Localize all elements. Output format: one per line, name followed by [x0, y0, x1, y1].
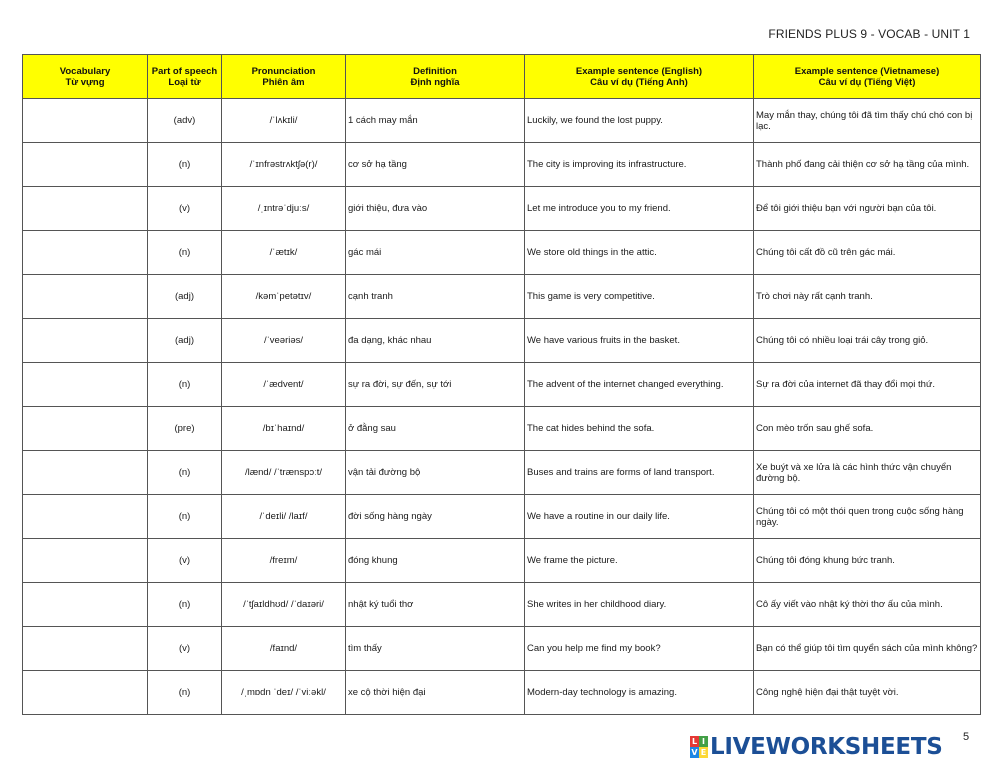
example-english-cell: The cat hides behind the sofa.: [525, 407, 754, 451]
example-vietnamese-cell: Để tôi giới thiệu bạn với người bạn của tôi.: [754, 187, 981, 231]
definition-cell: xe cộ thời hiện đại: [346, 671, 525, 715]
header-part-of-speech: Part of speech Loại từ: [148, 55, 222, 99]
example-vietnamese-cell: Trò chơi này rất cạnh tranh.: [754, 275, 981, 319]
table-row: [23, 539, 981, 583]
vocabulary-input-cell[interactable]: [23, 671, 148, 715]
example-vietnamese-cell: Chúng tôi đóng khung bức tranh.: [754, 539, 981, 583]
page-number: 5: [963, 731, 970, 743]
table-row: [23, 583, 981, 627]
vocabulary-input-cell[interactable]: [23, 143, 148, 187]
definition-cell: nhật ký tuổi thơ: [346, 583, 525, 627]
vocabulary-input-cell[interactable]: [23, 407, 148, 451]
header-pronunciation: Pronunciation Phiên âm: [222, 55, 346, 99]
vocabulary-table: [22, 54, 981, 715]
definition-cell: sự ra đời, sự đến, sự tới: [346, 363, 525, 407]
example-vietnamese-cell: May mắn thay, chúng tôi đã tìm thấy chú chó con bị lạc.: [754, 99, 981, 143]
vocabulary-input-cell[interactable]: [23, 319, 148, 363]
table-row: [23, 407, 981, 451]
vocabulary-input-cell[interactable]: [23, 231, 148, 275]
definition-cell: đời sống hàng ngày: [346, 495, 525, 539]
example-english-cell: The city is improving its infrastructure.: [525, 143, 754, 187]
table-row: [23, 451, 981, 495]
definition-cell: gác mái: [346, 231, 525, 275]
table-row: [23, 627, 981, 671]
part-of-speech-cell: (n): [148, 451, 222, 495]
table-row: [23, 143, 981, 187]
pronunciation-cell: /ˈædvent/: [222, 363, 346, 407]
liveworksheets-logo: [690, 733, 942, 761]
pronunciation-cell: /bɪˈhaɪnd/: [222, 407, 346, 451]
header-example-english: Example sentence (English) Câu ví dụ (Tiếng Anh): [525, 55, 754, 99]
pronunciation-cell: /freɪm/: [222, 539, 346, 583]
table-body: [23, 99, 981, 715]
definition-cell: 1 cách may mắn: [346, 99, 525, 143]
pronunciation-cell: /ˈætɪk/: [222, 231, 346, 275]
vocabulary-input-cell[interactable]: [23, 539, 148, 583]
table-row: [23, 99, 981, 143]
example-vietnamese-cell: Con mèo trốn sau ghế sofa.: [754, 407, 981, 451]
pronunciation-cell: /ˈveəriəs/: [222, 319, 346, 363]
definition-cell: cạnh tranh: [346, 275, 525, 319]
example-vietnamese-cell: Chúng tôi cất đồ cũ trên gác mái.: [754, 231, 981, 275]
part-of-speech-cell: (adj): [148, 275, 222, 319]
pronunciation-cell: /ˈtʃaɪldhʊd/ /ˈdaɪəri/: [222, 583, 346, 627]
vocabulary-input-cell[interactable]: [23, 275, 148, 319]
example-vietnamese-cell: Xe buýt và xe lửa là các hình thức vận chuyển đường bộ.: [754, 451, 981, 495]
table-row: [23, 319, 981, 363]
vocabulary-input-cell[interactable]: [23, 187, 148, 231]
example-vietnamese-cell: Sự ra đời của internet đã thay đổi mọi thứ.: [754, 363, 981, 407]
pronunciation-cell: /kəmˈpetətɪv/: [222, 275, 346, 319]
example-english-cell: Luckily, we found the lost puppy.: [525, 99, 754, 143]
part-of-speech-cell: (n): [148, 231, 222, 275]
pronunciation-cell: /faɪnd/: [222, 627, 346, 671]
part-of-speech-cell: (n): [148, 143, 222, 187]
part-of-speech-cell: (v): [148, 539, 222, 583]
table-row: [23, 363, 981, 407]
liveworksheets-logo-icon: L I V E: [691, 737, 707, 757]
table-row: [23, 275, 981, 319]
definition-cell: đa dạng, khác nhau: [346, 319, 525, 363]
vocabulary-input-cell[interactable]: [23, 583, 148, 627]
pronunciation-cell: /ˈlʌkɪli/: [222, 99, 346, 143]
example-english-cell: Can you help me find my book?: [525, 627, 754, 671]
header-example-vietnamese: Example sentence (Vietnamese) Câu ví dụ (Tiếng Việt): [754, 55, 981, 99]
example-vietnamese-cell: Bạn có thể giúp tôi tìm quyển sách của mình không?: [754, 627, 981, 671]
logo-text: LIVEWORKSHEETS: [710, 734, 943, 760]
table-row: [23, 495, 981, 539]
example-vietnamese-cell: Công nghệ hiện đại thật tuyệt vời.: [754, 671, 981, 715]
header-definition: Definition Định nghĩa: [346, 55, 525, 99]
pronunciation-cell: /ˈdeɪli/ /laɪf/: [222, 495, 346, 539]
part-of-speech-cell: (n): [148, 363, 222, 407]
example-vietnamese-cell: Chúng tôi có nhiều loại trái cây trong giỏ.: [754, 319, 981, 363]
vocabulary-input-cell[interactable]: [23, 99, 148, 143]
example-english-cell: We have a routine in our daily life.: [525, 495, 754, 539]
example-english-cell: The advent of the internet changed everything.: [525, 363, 754, 407]
example-vietnamese-cell: Cô ấy viết vào nhật ký thời thơ ấu của mình.: [754, 583, 981, 627]
table-row: [23, 187, 981, 231]
pronunciation-cell: /ˈɪnfrəstrʌktʃə(r)/: [222, 143, 346, 187]
example-english-cell: We frame the picture.: [525, 539, 754, 583]
example-english-cell: Buses and trains are forms of land transport.: [525, 451, 754, 495]
vocabulary-input-cell[interactable]: [23, 495, 148, 539]
definition-cell: giới thiệu, đưa vào: [346, 187, 525, 231]
vocabulary-input-cell[interactable]: [23, 627, 148, 671]
table-row: [23, 671, 981, 715]
pronunciation-cell: /ˌmɒdn ˈdeɪ/ /ˈviːəkl/: [222, 671, 346, 715]
table-header-row: [23, 55, 981, 99]
part-of-speech-cell: (v): [148, 187, 222, 231]
definition-cell: cơ sở hạ tầng: [346, 143, 525, 187]
part-of-speech-cell: (adv): [148, 99, 222, 143]
example-english-cell: Let me introduce you to my friend.: [525, 187, 754, 231]
vocabulary-input-cell[interactable]: [23, 451, 148, 495]
example-vietnamese-cell: Chúng tôi có một thói quen trong cuộc sống hàng ngày.: [754, 495, 981, 539]
part-of-speech-cell: (n): [148, 495, 222, 539]
document-title: FRIENDS PLUS 9 - VOCAB - UNIT 1: [768, 27, 970, 41]
vocabulary-input-cell[interactable]: [23, 363, 148, 407]
part-of-speech-cell: (pre): [148, 407, 222, 451]
definition-cell: tìm thấy: [346, 627, 525, 671]
part-of-speech-cell: (n): [148, 583, 222, 627]
part-of-speech-cell: (n): [148, 671, 222, 715]
definition-cell: ở đằng sau: [346, 407, 525, 451]
example-english-cell: This game is very competitive.: [525, 275, 754, 319]
pronunciation-cell: /lænd/ /ˈtrænspɔːt/: [222, 451, 346, 495]
example-english-cell: We have various fruits in the basket.: [525, 319, 754, 363]
example-vietnamese-cell: Thành phố đang cải thiện cơ sở hạ tầng của mình.: [754, 143, 981, 187]
part-of-speech-cell: (adj): [148, 319, 222, 363]
table-row: [23, 231, 981, 275]
example-english-cell: She writes in her childhood diary.: [525, 583, 754, 627]
example-english-cell: Modern-day technology is amazing.: [525, 671, 754, 715]
part-of-speech-cell: (v): [148, 627, 222, 671]
pronunciation-cell: /ˌɪntrəˈdjuːs/: [222, 187, 346, 231]
header-vocabulary: Vocabulary Từ vựng: [23, 55, 148, 99]
definition-cell: đóng khung: [346, 539, 525, 583]
definition-cell: vận tải đường bộ: [346, 451, 525, 495]
example-english-cell: We store old things in the attic.: [525, 231, 754, 275]
